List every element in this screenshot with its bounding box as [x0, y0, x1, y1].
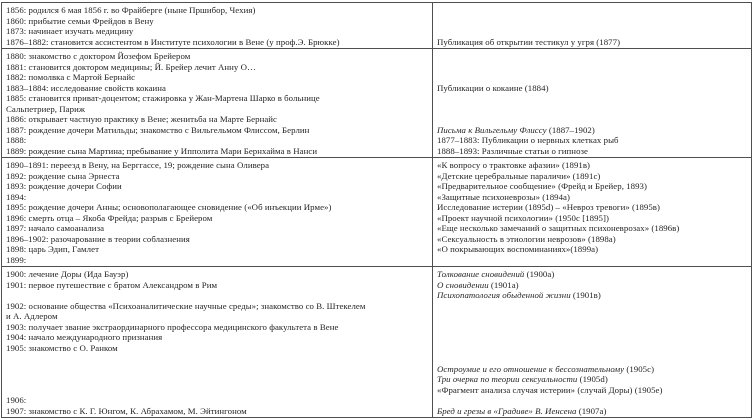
publication-text: (1905d) [577, 374, 608, 384]
publication-text: (1901в) [570, 290, 601, 300]
biography-table [1, 2, 752, 418]
publication-text: (1901а) [488, 279, 519, 290]
publication-entry [437, 125, 748, 136]
events-cell [2, 267, 433, 418]
timeline-entry: 1907: знакомство с К. Г. Юнгом, К. Абрахамом, М. Эйтингоном [6, 405, 247, 416]
publication-entry: «Предварительное сообщение» (Фрейд и Брейер, 1893) [437, 181, 647, 191]
biography-table-body [2, 3, 752, 418]
events-cell [2, 49, 433, 158]
publication-title-italic: Письма к Вильгельму Флиссу [437, 124, 547, 135]
publication-entry: Исследование истерии (1895d) – «Невроз тревоги» (1895в) [437, 202, 660, 212]
blank-line [437, 62, 748, 73]
timeline-entry: 1873: начинает изучать медицину [6, 26, 134, 36]
publications-cell [433, 49, 752, 158]
publication-title-italic: Бред и грезы в «Градиве» В. Иенсена [437, 405, 577, 416]
publications-cell [433, 158, 752, 267]
table-row [2, 158, 752, 267]
timeline-entry: 1906: [6, 395, 27, 405]
publication-text: (1907а) [576, 405, 607, 416]
publication-entry [437, 280, 748, 291]
blank-line [437, 51, 748, 62]
publication-entry [437, 364, 748, 375]
blank-line [6, 385, 429, 396]
timeline-entry: 1895: рождение дочери Анны; основополагающее сновидение («Об инъекции Ирме») [6, 202, 332, 212]
timeline-entry: 1901: первое путешествие с братом Александром в Рим [6, 279, 218, 290]
publication-entry [437, 406, 748, 417]
timeline-entry: 1856: родился 6 мая 1856 г. во Фрайберге (ныне Пршибор, Чехия) [6, 5, 256, 15]
blank-line [437, 332, 748, 343]
blank-line [437, 104, 748, 115]
publication-title-italic: Три очерка по теории сексуальности [437, 374, 578, 384]
publication-entry: «Защитные психоневрозы» (1894а) [437, 191, 570, 202]
timeline-entry: 1890–1891: переезд в Вену, на Берггассе, 19; рождение сына Оливера [6, 160, 270, 170]
timeline-entry: 1885: становится приват-доцентом; стажировка у Жан-Мартена Шарко в больнице [6, 93, 320, 103]
publication-entry [437, 290, 748, 301]
timeline-entry: 1904: начало международного признания [6, 332, 163, 342]
table-row [2, 267, 752, 418]
blank-line [6, 353, 429, 364]
publication-entry [437, 374, 748, 385]
table-row [2, 3, 752, 49]
blank-line [437, 353, 748, 364]
timeline-entry: 1899: [6, 254, 27, 265]
publication-entry: 1888–1893: Различные статьи о гипнозе [437, 145, 588, 156]
publication-entry: 1877–1883: Публикации о нервных клетках рыб [437, 135, 619, 145]
publication-title-italic: Толкование сновидений [437, 269, 525, 279]
publication-text: (1887–1902) [546, 124, 595, 135]
blank-line [437, 343, 748, 354]
timeline-entry: 1892: рождение сына Эрнеста [6, 170, 120, 181]
blank-line [437, 301, 748, 312]
blank-line [437, 16, 748, 27]
blank-line [437, 311, 748, 322]
events-cell [2, 3, 433, 49]
publication-entry: «Детские церебральные параличи» (1891с) [437, 170, 601, 181]
publication-entry: Публикация об открытии тестикул у угря (1877) [437, 36, 621, 47]
publications-cell [433, 3, 752, 49]
timeline-entry: 1881: становится доктором медицины; Й. Брейер лечит Анну О… [6, 61, 256, 72]
timeline-entry: 1888: [6, 135, 27, 145]
publication-entry: «К вопросу о трактовке афазии» (1891в) [437, 160, 591, 170]
blank-line [437, 26, 748, 37]
blank-line [437, 395, 748, 406]
timeline-entry: 1900: лечение Доры (Ида Бауэр) [6, 269, 129, 279]
publication-text: (1900а) [524, 269, 555, 279]
publication-entry [437, 269, 748, 280]
publications-cell [433, 267, 752, 418]
publication-text: (1905с) [624, 363, 655, 374]
publication-title-italic: Психопатология обыденной жизни [437, 290, 571, 300]
blank-line [437, 72, 748, 83]
publication-title-italic: О сновидении [437, 279, 489, 290]
publication-entry: «Сексуальность в этиологии неврозов» (1898а) [437, 233, 616, 244]
timeline-entry: 1897: начало самоанализа [6, 223, 105, 233]
publication-entry: «Фрагмент анализа случая истерии» (случай Доры) (1905е) [437, 384, 663, 395]
blank-line [6, 374, 429, 385]
timeline-entry: 1883–1884: исследование свойств кокаина [6, 82, 167, 93]
blank-line [437, 255, 748, 266]
publication-entry: «О покрывающих воспоминаниях»(1899а) [437, 244, 599, 254]
timeline-entry: 1876–1882: становится ассистентом в Институте психологии в Вене (у проф.Э. Брюкке) [6, 36, 340, 47]
blank-line [437, 114, 748, 125]
publication-entry: «Еще несколько замечаний о защитных психоневрозах» (1896в) [437, 223, 680, 233]
blank-line [6, 290, 429, 301]
timeline-entry: и А. Адлером [6, 311, 58, 321]
timeline-entry: 1896: смерть отца – Якоба Фрейда; разрыв с Брейером [6, 212, 213, 223]
timeline-entry: 1894: [6, 191, 27, 202]
timeline-entry: 1887: рождение дочери Матильды; знакомство с Вильгельмом Флиссом, Берлин [6, 124, 310, 135]
blank-line [6, 364, 429, 375]
blank-line [437, 322, 748, 333]
blank-line [437, 5, 748, 16]
blank-line [437, 93, 748, 104]
timeline-entry: 1903: получает звание экстраординарного профессора медицинского факультета в Вене [6, 321, 339, 332]
events-cell [2, 158, 433, 267]
timeline-entry: 1896–1902: разочарование в теории соблазнения [6, 233, 190, 244]
timeline-entry: 1860: прибытие семьи Фрейдов в Вену [6, 15, 154, 26]
timeline-entry: 1886: открывает частную практику в Вене; женитьба на Марте Бернайс [6, 114, 278, 124]
timeline-entry: 1893: рождение дочери Софии [6, 181, 122, 191]
timeline-entry: 1898: царь Эдип, Гамлет [6, 244, 99, 254]
timeline-entry: 1882: помолвка с Мартой Бернайс [6, 72, 136, 82]
timeline-entry: 1902: основание общества «Психоаналитические научные среды»; знакомство со В. Штекелем [6, 300, 366, 311]
timeline-entry: Сальпетриер, Париж [6, 103, 85, 114]
timeline-entry: 1889: рождение сына Мартина; пребывание у Ипполита Мари Бернхайма в Нанси [6, 145, 318, 156]
publication-title-italic: Остроумие и его отношение к бессознательному [437, 363, 625, 374]
publication-entry: «Проект научной психологии» (1950с [1895]) [437, 212, 609, 223]
publication-entry: Публикации о кокаине (1884) [437, 82, 549, 93]
table-row [2, 49, 752, 158]
timeline-entry: 1905: знакомство с О. Ранком [6, 342, 118, 353]
timeline-entry: 1880: знакомство с доктором Йозефом Брейером [6, 51, 191, 61]
